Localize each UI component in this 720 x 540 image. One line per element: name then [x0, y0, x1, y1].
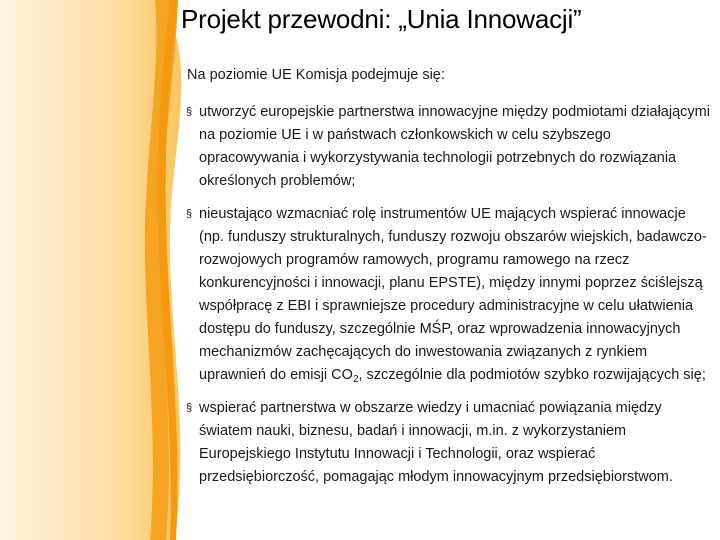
bullet-icon: § — [186, 106, 193, 118]
subscript: 2 — [352, 374, 359, 385]
bullet-icon: § — [186, 402, 193, 414]
bullet-text: wspierać partnerstwa w obszarze wiedzy i umacniać powiązania między światem nauki, biznesu, badań i innowacji, m.in. z wykorzystaniem Europejskiego Instytutu Innowacji i Technologii, oraz wspierać przedsiębiorczość, pomagając młodym innowacyjnym przedsiębiorstwom. — [199, 400, 673, 485]
slide-content — [184, 64, 710, 499]
list-item — [184, 397, 710, 489]
bullet-icon: § — [186, 208, 193, 220]
list-item — [184, 101, 710, 193]
bullet-list — [184, 101, 710, 489]
bullet-text: utworzyć europejskie partnerstwa innowacyjne między podmiotami działającymi na poziomie UE i w państwach członkowskich w celu szybszego opracowywania i wykorzystywania technologii potrzebnych do rozwiązania określonych problemów; — [199, 104, 710, 189]
bullet-text-part: , szczególnie dla podmiotów szybko rozwijających się; — [358, 367, 706, 383]
list-item — [184, 203, 710, 387]
bullet-text — [199, 206, 707, 383]
bullet-text-part: nieustająco wzmacniać rolę instrumentów UE mających wspierać innowacje (np. funduszy strukturalnych, funduszy rozwoju obszarów wiejskich, badawczo-rozwojowych programów ramowych, programu ramowego na rzecz konkurencyjności i innowacji, planu EPSTE), między innymi poprzez ściślejszą współpracę z EBI i sprawniejsze procedury administracyjne w celu ułatwienia dostępu do funduszy, szczególnie MŚP, oraz wprowadzenia innowacyjnych mechanizmów zachęcających do inwestowania związanych z rynkiem uprawnień do emisji CO — [199, 206, 707, 383]
intro-text: Na poziomie UE Komisja podejmuje się: — [187, 67, 445, 83]
slide-title: Projekt przewodni: „Unia Innowacji” — [181, 4, 582, 34]
